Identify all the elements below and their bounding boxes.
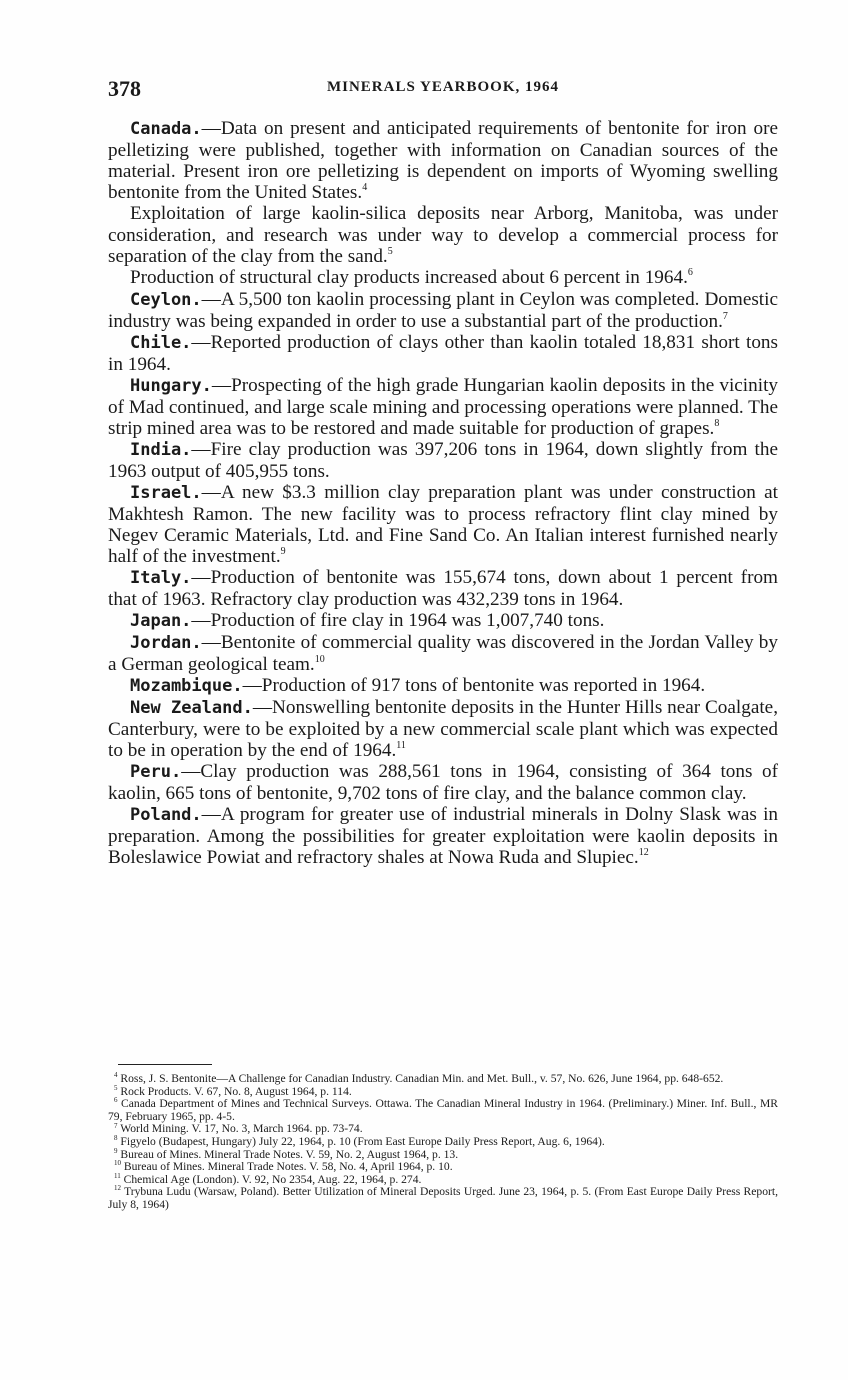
footnote-ref: 8 bbox=[714, 417, 720, 429]
body-text bbox=[108, 118, 778, 868]
country-heading: Jordan. bbox=[130, 633, 202, 653]
footnotes bbox=[108, 1073, 778, 1212]
paragraph-text: —Reported production of clays other than kaolin totaled 18,831 short tons in 1964. bbox=[108, 332, 778, 375]
country-heading: Israel. bbox=[130, 483, 202, 503]
paragraph-text: —Fire clay production was 397,206 tons in 1964, down slightly from the 1963 output of 405,955 tons. bbox=[108, 439, 778, 482]
paragraph bbox=[108, 697, 778, 761]
country-heading: Poland. bbox=[130, 805, 202, 825]
country-heading: Canada. bbox=[130, 119, 202, 139]
footnote-number: 12 bbox=[114, 1184, 121, 1193]
paragraph bbox=[108, 267, 778, 289]
paragraph-text: —Production of bentonite was 155,674 tons, down about 1 percent from that of 1963. Refractory clay production was 432,239 tons in 1964. bbox=[108, 567, 778, 610]
footnote-number: 7 bbox=[114, 1121, 118, 1130]
country-heading: Ceylon. bbox=[130, 290, 202, 310]
paragraph bbox=[108, 610, 778, 632]
paragraph bbox=[108, 203, 778, 267]
footnote-text: Bureau of Mines. Mineral Trade Notes. V. 58, No. 4, April 1964, p. 10. bbox=[123, 1160, 453, 1174]
paragraph bbox=[108, 567, 778, 610]
footnote-text: Chemical Age (London). V. 92, No 2354, Aug. 22, 1964, p. 274. bbox=[123, 1172, 422, 1186]
footnote-text: Bureau of Mines. Mineral Trade Notes. V. 59, No. 2, August 1964, p. 13. bbox=[120, 1147, 459, 1161]
footnote-number: 4 bbox=[114, 1071, 118, 1080]
footnote-number: 11 bbox=[114, 1171, 121, 1180]
paragraph-text: —Clay production was 288,561 tons in 1964, consisting of 364 tons of kaolin, 665 tons of bentonite, 9,702 tons of fire clay, and the balance common clay. bbox=[108, 761, 778, 804]
footnote-text: Ross, J. S. Bentonite—A Challenge for Canadian Industry. Canadian Min. and Met. Bull., v. 57, No. 626, June 1964, pp. 648-652. bbox=[120, 1072, 724, 1085]
paragraph bbox=[108, 375, 778, 439]
footnote-ref: 9 bbox=[280, 545, 286, 557]
footnote-number: 6 bbox=[114, 1096, 118, 1105]
paragraph-text: —A 5,500 ton kaolin processing plant in Ceylon was completed. Domestic industry was being expanded in order to use a substantial part of the production. bbox=[108, 289, 778, 332]
country-heading: India. bbox=[130, 440, 192, 460]
paragraph bbox=[108, 439, 778, 482]
country-heading: Hungary. bbox=[130, 376, 212, 396]
footnote-ref: 7 bbox=[722, 310, 728, 322]
footnote bbox=[108, 1098, 778, 1123]
footnote-ref: 11 bbox=[396, 739, 406, 751]
paragraph-text: —Production of fire clay in 1964 was 1,007,740 tons. bbox=[191, 610, 605, 631]
paragraph bbox=[108, 632, 778, 675]
footnote-ref: 10 bbox=[314, 653, 325, 665]
paragraph-text: —Production of 917 tons of bentonite was reported in 1964. bbox=[242, 675, 706, 696]
country-heading: Italy. bbox=[130, 568, 192, 588]
paragraph bbox=[108, 289, 778, 332]
page-number: 378 bbox=[108, 76, 141, 101]
paragraph-text: —A program for greater use of industrial minerals in Dolny Slask was in preparation. Among the possibilities for greater exploitation were kaolin deposits in Boleslawice Powiat and refractory shales at Nowa Ruda and Slupiec. bbox=[108, 804, 778, 868]
paragraph-text: Exploitation of large kaolin-silica deposits near Arborg, Manitoba, was under consideration, and research was under way to develop a commercial process for separation of the clay from the sand. bbox=[108, 203, 778, 267]
footnote-ref: 6 bbox=[687, 266, 693, 278]
paragraph-text: —Prospecting of the high grade Hungarian kaolin deposits in the vicinity of Mad continued, and large scale mining and processing operations were planned. The strip mined area was to be restored and made suitable for production of grapes. bbox=[108, 375, 778, 439]
paragraph-text: —A new $3.3 million clay preparation plant was under construction at Makhtesh Ramon. The new facility was to process refractory flint clay mined by Negev Ceramic Materials, Ltd. and Fine Sand Co. An Italian interest furnished nearly half of the investment. bbox=[108, 482, 778, 567]
paragraph-text: Production of structural clay products increased about 6 percent in 1964. bbox=[130, 267, 688, 288]
paragraph bbox=[108, 761, 778, 804]
country-heading: Peru. bbox=[130, 762, 182, 782]
paragraph bbox=[108, 332, 778, 375]
footnote-text: Figyelo (Budapest, Hungary) July 22, 1964, p. 10 (From East Europe Daily Press Report, Aug. 6, 1964). bbox=[120, 1134, 605, 1148]
footnote-number: 10 bbox=[114, 1159, 121, 1168]
paragraph-text: —Nonswelling bentonite deposits in the Hunter Hills near Coalgate, Canterbury, were to be exploited by a new commercial scale plant which was expected to be in operation by the end of 1964. bbox=[108, 697, 778, 761]
footnote-text: World Mining. V. 17, No. 3, March 1964. pp. 73-74. bbox=[120, 1122, 363, 1136]
footnote-text: Rock Products. V. 67, No. 8, August 1964, p. 114. bbox=[120, 1084, 352, 1098]
country-heading: Mozambique. bbox=[130, 676, 243, 696]
country-heading: Japan. bbox=[130, 611, 192, 631]
footnote-number: 9 bbox=[114, 1146, 118, 1155]
footnote-number: 8 bbox=[114, 1134, 118, 1143]
country-heading: Chile. bbox=[130, 333, 192, 353]
page-header bbox=[108, 76, 778, 100]
footnote-text: Trybuna Ludu (Warsaw, Poland). Better Utilization of Mineral Deposits Urged. June 23, 1964, p. 5. (From East Europe Daily Press Report, July 8, 1964) bbox=[108, 1185, 778, 1211]
country-heading: New Zealand. bbox=[130, 698, 253, 718]
paragraph-text: —Bentonite of commercial quality was discovered in the Jordan Valley by a German geological team. bbox=[108, 632, 778, 675]
paragraph-text: —Data on present and anticipated requirements of bentonite for iron ore pelletizing were published, together with information on Canadian sources of the material. Present iron ore pelletizing is dependent on imports of Wyoming swelling bentonite from the United States. bbox=[108, 118, 778, 203]
footnote bbox=[108, 1186, 778, 1211]
footnote-divider bbox=[118, 1064, 212, 1065]
paragraph bbox=[108, 804, 778, 868]
running-title: MINERALS YEARBOOK, 1964 bbox=[326, 79, 560, 95]
paragraph bbox=[108, 675, 778, 697]
paragraph bbox=[108, 118, 778, 203]
footnote-number: 5 bbox=[114, 1083, 118, 1092]
footnote-text: Canada Department of Mines and Technical Surveys. Ottawa. The Canadian Mineral Industry in 1964. (Preliminary.) Miner. Inf. Bull., MR 79, February 1965, pp. 4-5. bbox=[108, 1097, 779, 1123]
paragraph bbox=[108, 482, 778, 567]
footnote-ref: 4 bbox=[362, 181, 368, 193]
footnote-ref: 5 bbox=[387, 245, 393, 257]
footnote-ref: 12 bbox=[638, 846, 649, 858]
